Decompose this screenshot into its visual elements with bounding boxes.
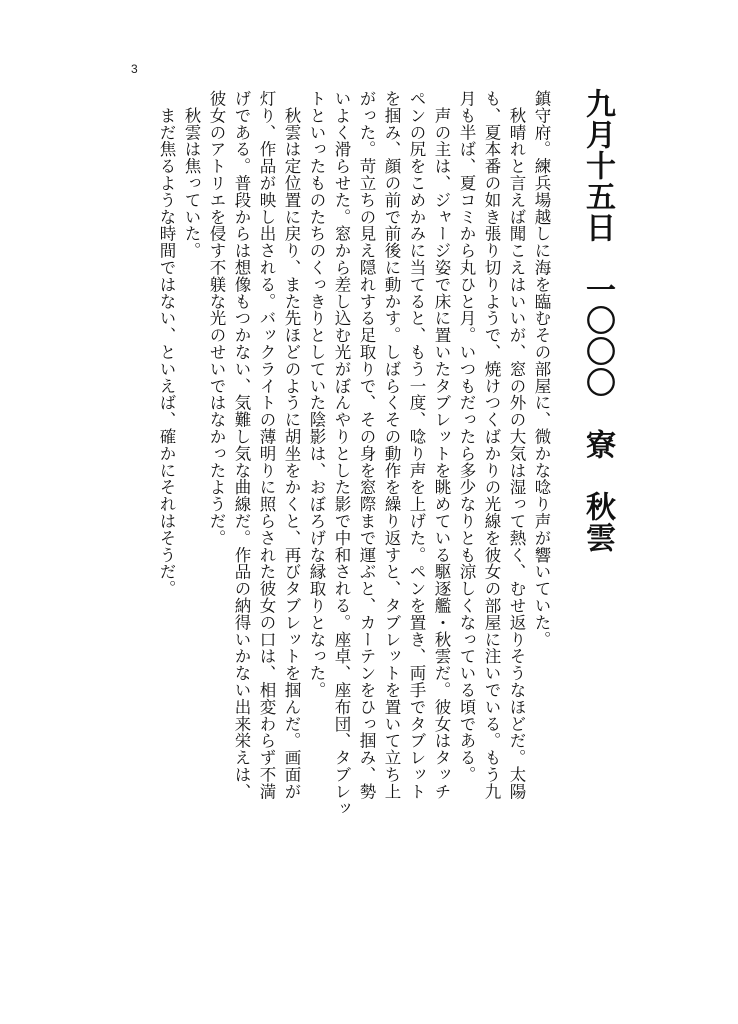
page-number: 3 (131, 62, 138, 76)
text-column: がった。苛立ちの見え隠れする足取りで、その身を窓際まで運ぶと、カーテンをひっ掴み、勢 (357, 90, 376, 800)
text-column: いよく滑らせた。窓から差し込む光がぼんやりとした影で中和される。座卓、座布団、タブレッ (332, 90, 351, 817)
text-column: 秋晴れと言えば聞こえはいいが、窓の外の大気は湿って熱く、むせ返りそうなほどだ。太陽 (507, 90, 526, 800)
text-column: 彼女のアトリエを侵す不躾な光のせいではなかったようだ。 (207, 90, 226, 547)
text-column: 秋雲は焦っていた。 (182, 90, 201, 259)
text-column: 月も半ば、夏コミから丸ひと月。いつもだったら多少なりとも涼しくなっている頃である。 (457, 90, 476, 783)
text-column: トといったものたちのくっきりとしていた陰影は、おぼろげな縁取りとなった。 (307, 90, 326, 699)
text-column: ペンの尻をこめかみに当てると、もう一度、唸り声を上げた。ペンを置き、両手でタブレット (407, 90, 426, 800)
text-column: 声の主は、ジャージ姿で床に置いたタブレットを眺めている駆逐艦・秋雲だ。彼女はタッチ (432, 90, 451, 800)
text-column: 鎮守府。練兵場越しに海を臨むその部屋に、微かな唸り声が響いていた。 (532, 90, 551, 648)
text-column: まだ焦るような時間ではない、といえば、確かにそれはそうだ。 (157, 90, 176, 597)
text-column: 秋雲は定位置に戻り、また先ほどのように胡坐をかくと、再びタブレットを掴んだ。画面が (282, 90, 301, 800)
text-column: も、夏本番の如き張り切りようで、焼けつくばかりの光線を彼女の部屋に注いでいる。もう九 (482, 90, 501, 800)
text-column: げである。普段からは想像もつかない、気難し気な曲線だ。作品の納得いかない出来栄えは、 (232, 90, 251, 800)
body-text (118, 90, 554, 960)
chapter-title: 九月十五日 一〇〇〇 寮 秋雲 (580, 88, 615, 553)
text-column: を掴み、顔の前で前後に動かす。しばらくその動作を繰り返すと、タブレットを置いて立ち上 (382, 90, 401, 800)
text-column: 灯り、作品が映し出される。バックライトの薄明りに照らされた彼女の口は、相変わらず不満 (257, 90, 276, 800)
